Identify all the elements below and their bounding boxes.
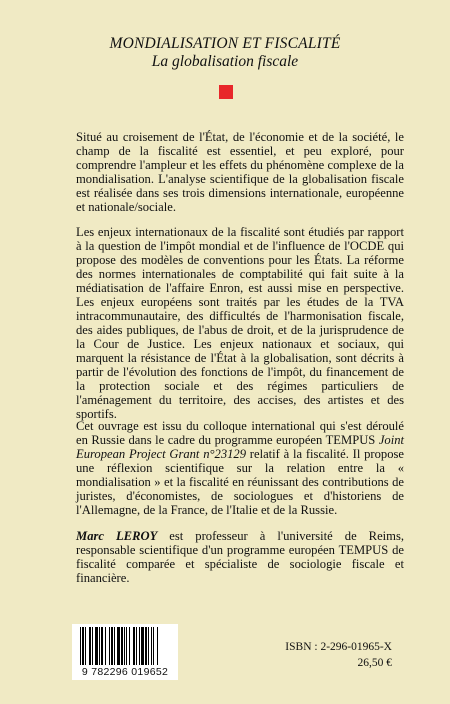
barcode-bar	[111, 627, 113, 665]
barcode-bar	[95, 627, 98, 665]
colloque-text-after: relatif à la fiscalité. Il propose une réflexion scientifique sur la relation entre la « mondialisation » et la fiscalité en réunissant des contributions de juristes, d'économistes, de sociologues et d'historiens de l'Allemagne, de la France, de l'Italie et de la Russie.	[76, 447, 404, 517]
paragraph-colloque	[76, 419, 404, 517]
barcode-bars	[78, 627, 172, 665]
book-title: MONDIALISATION ET FISCALITÉ	[109, 35, 341, 52]
colloque-text-before: Cet ouvrage est issu du colloque international qui s'est déroulé en Russie dans le cadre du programme européen TEMPUS	[76, 419, 404, 447]
book-subtitle: La globalisation fiscale	[151, 53, 299, 70]
barcode-bar	[136, 627, 137, 665]
barcode-bar	[114, 627, 115, 665]
paragraph-intro: Situé au croisement de l'État, de l'économie et de la société, le champ de la fiscalité est essentiel, et peu exploré, pour comprendre l'ampleur et les effets du phénomène complexe de la mondialisation. L'analyse scientifique de la globalisation fiscale est réalisée dans ses trois dimensions internationale, européenne et nationale/sociale.	[76, 130, 404, 214]
barcode-bar	[85, 627, 86, 665]
barcode-bar	[109, 627, 110, 665]
isbn: ISBN : 2-296-01965-X	[285, 641, 392, 653]
paragraph-author	[76, 529, 404, 585]
author-name: Marc LEROY	[76, 529, 158, 543]
barcode-bar	[141, 627, 144, 665]
barcode-bar	[117, 627, 120, 665]
barcode-bar	[105, 627, 106, 665]
barcode-bar	[145, 627, 147, 665]
tempus-grant: Joint European Project Grant n°23129	[76, 433, 404, 461]
price: 26,50 €	[357, 657, 392, 669]
barcode-bar	[129, 627, 130, 665]
author-bio: est professeur à l'université de Reims, responsable scientifique d'un programme européen TEMPUS de fiscalité comparée et spécialiste de sociologie fiscale et financière.	[76, 529, 404, 585]
red-square-ornament	[219, 85, 233, 99]
barcode-bar	[157, 627, 158, 665]
barcode-bar	[151, 627, 152, 665]
barcode-bar	[80, 627, 81, 665]
barcode-bar	[139, 627, 140, 665]
barcode-bar	[121, 627, 123, 665]
paragraph-enjeux: Les enjeux internationaux de la fiscalité sont étudiés par rapport à la question de l'impôt mondial et de l'influence de l'OCDE qui propose des modèles de conventions pour les États. La réforme des normes internationales de comptabilité qui fait suite à la médiatisation de l'affaire Enron, est aussi mise en perspective. Les enjeux européens sont traités par les études de la TVA intracommunautaire, des difficultés de l'harmonisation fiscale, des aides publiques, de l'abus de droit, et de la jurisprudence de la Cour de Justice. Les enjeux nationaux et sociaux, qui marquent la résistance de l'État à la globalisation, sont décrits à partir de l'évolution des fonctions de l'impôt, du financement de la protection sociale et des régimes particuliers de l'aménagement du territoire, des accises, des artistes et des sportifs.	[76, 225, 404, 421]
barcode-bar	[101, 627, 103, 665]
barcode	[72, 624, 178, 680]
barcode-bar	[133, 627, 135, 665]
barcode-bar	[92, 627, 93, 665]
barcode-bar	[89, 627, 91, 665]
barcode-bar	[153, 627, 154, 665]
barcode-number: 9 782296 019652	[81, 666, 169, 678]
barcode-bar	[148, 627, 149, 665]
barcode-bar	[82, 627, 84, 665]
barcode-bar	[126, 627, 127, 665]
barcode-bar	[124, 627, 125, 665]
barcode-bar	[99, 627, 100, 665]
